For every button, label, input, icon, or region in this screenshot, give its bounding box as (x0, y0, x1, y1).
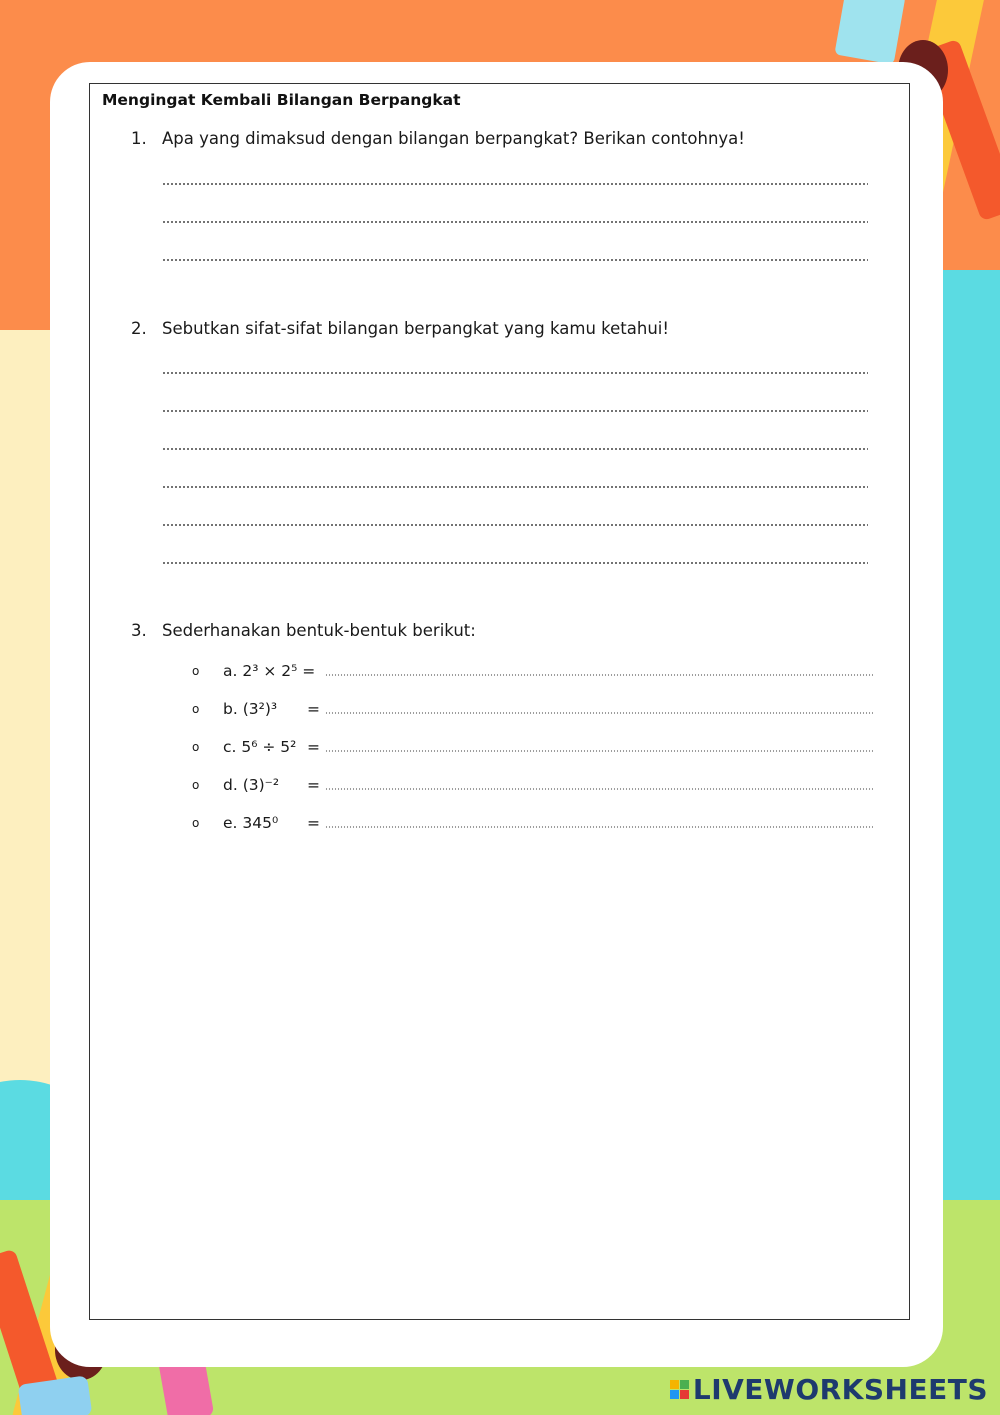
equals-sign: = (307, 700, 320, 718)
question-text: Sebutkan sifat-sifat bilangan berpangkat yang kamu ketahui! (162, 319, 669, 338)
liveworksheets-logo (670, 1373, 988, 1406)
answer-line[interactable] (162, 486, 868, 488)
answer-input[interactable] (325, 750, 873, 752)
question-3 (131, 621, 476, 640)
bullet-icon: o (192, 740, 200, 754)
answer-line[interactable] (162, 448, 868, 450)
bullet-icon: o (192, 816, 200, 830)
answer-line[interactable] (162, 259, 868, 261)
bullet-icon: o (192, 664, 200, 678)
answer-line[interactable] (162, 524, 868, 526)
answer-line[interactable] (162, 410, 868, 412)
worksheet-title: Mengingat Kembali Bilangan Berpangkat (102, 91, 461, 109)
expression-label: d. (3)⁻² (223, 776, 280, 794)
expression-label: e. 345⁰ (223, 814, 279, 832)
answer-input[interactable] (325, 712, 873, 714)
bullet-icon: o (192, 702, 200, 716)
expression-label: a. 2³ × 2⁵ = (223, 662, 316, 680)
expression-label: b. (3²)³ (223, 700, 278, 718)
worksheet-frame (89, 83, 910, 1320)
expression-label: c. 5⁶ ÷ 5² (223, 738, 297, 756)
answer-line[interactable] (162, 221, 868, 223)
answer-line[interactable] (162, 183, 868, 185)
equals-sign: = (307, 814, 320, 832)
question-number: 1. (131, 129, 147, 148)
answer-input[interactable] (325, 788, 873, 790)
question-number: 2. (131, 319, 147, 338)
equals-sign: = (307, 738, 320, 756)
answer-input[interactable] (325, 826, 873, 828)
bullet-icon: o (192, 778, 200, 792)
question-number: 3. (131, 621, 147, 640)
question-2 (131, 319, 669, 338)
question-text: Apa yang dimaksud dengan bilangan berpangkat? Berikan contohnya! (162, 129, 745, 148)
eraser-icon (834, 0, 905, 65)
equals-sign: = (307, 776, 320, 794)
question-1 (131, 129, 745, 148)
logo-text: LIVEWORKSHEETS (692, 1373, 988, 1406)
logo-mark-icon (670, 1380, 689, 1399)
answer-input[interactable] (325, 674, 873, 676)
question-text: Sederhanakan bentuk-bentuk berikut: (162, 621, 476, 640)
answer-line[interactable] (162, 372, 868, 374)
answer-line[interactable] (162, 562, 868, 564)
